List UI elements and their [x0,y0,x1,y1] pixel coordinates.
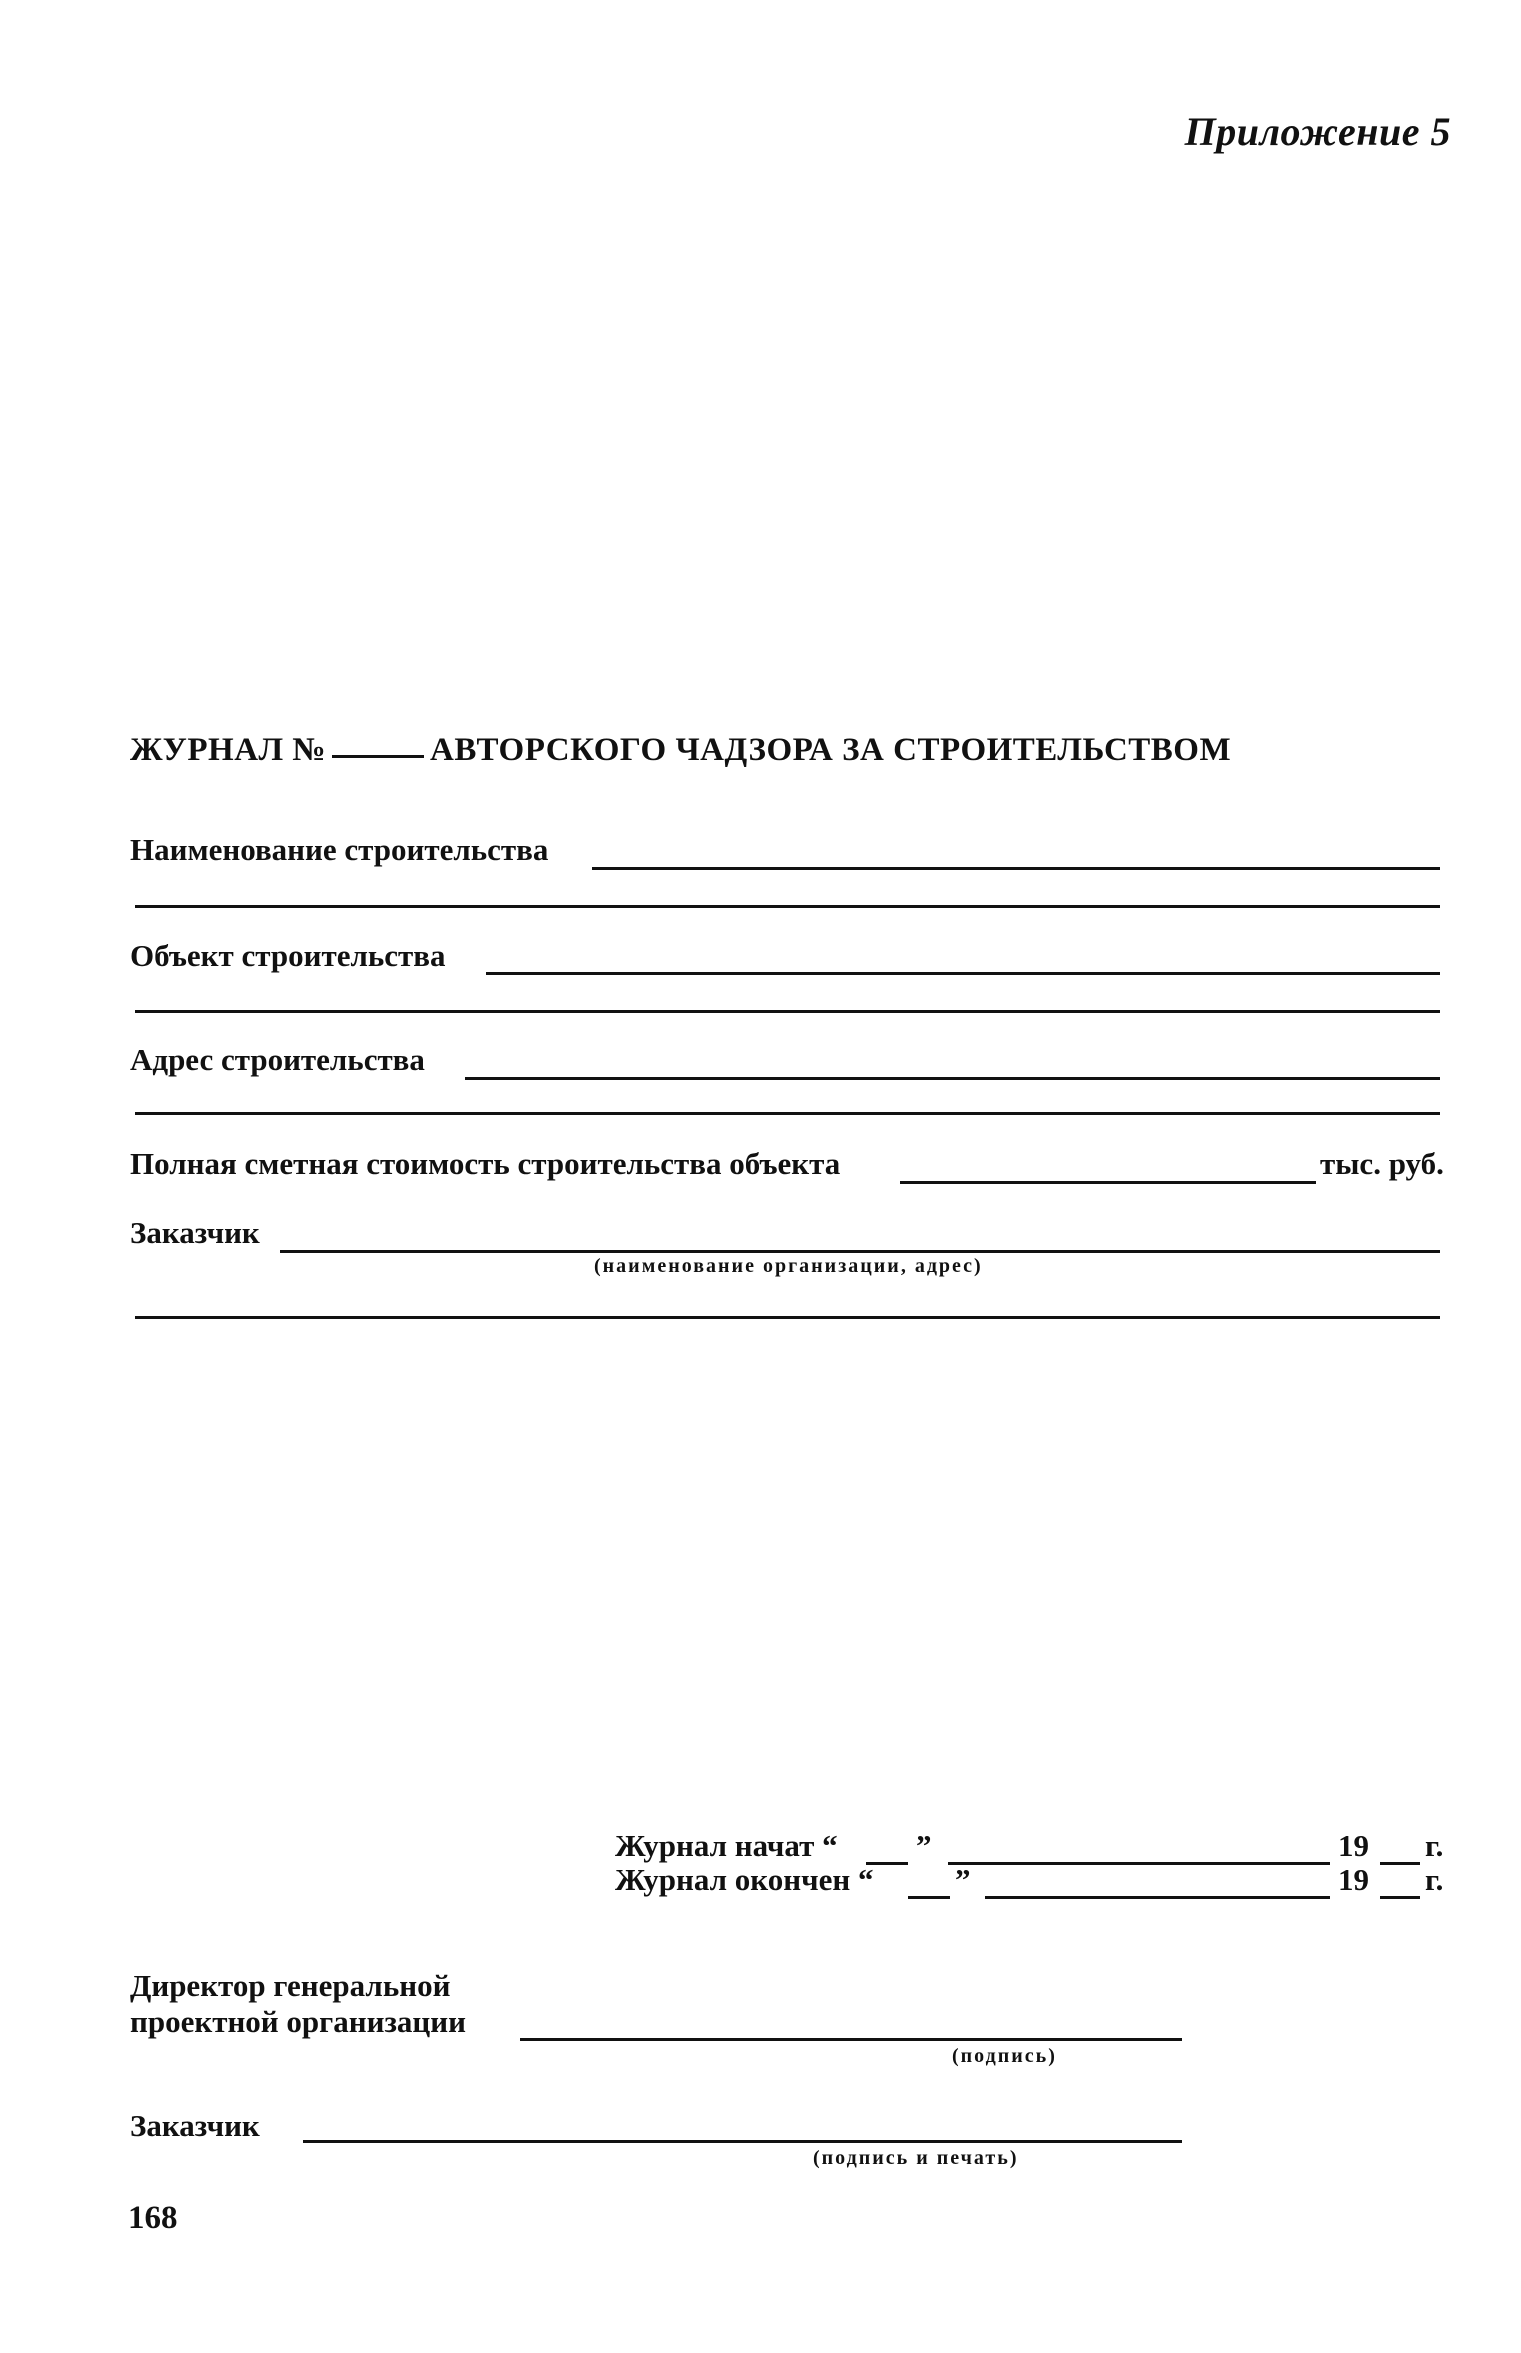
journal-title [130,732,1231,769]
customer-signature-label: Заказчик [130,2108,260,2143]
customer-line[interactable] [280,1250,1440,1253]
construction-object-line[interactable] [486,972,1440,975]
construction-name-line-2[interactable] [135,905,1440,908]
director-signature-hint: (подпись) [952,2045,1057,2067]
start-year-prefix: 19 [1338,1828,1369,1863]
director-signature-line[interactable] [520,2038,1182,2041]
construction-name-label: Наименование строительства [130,832,549,867]
page-number: 168 [128,2200,178,2236]
construction-object-line-2[interactable] [135,1010,1440,1013]
end-year-prefix: 19 [1338,1862,1369,1897]
title-suffix: АВТОРСКОГО ЧАДЗОРА ЗА СТРОИТЕЛЬСТВОМ [430,732,1232,768]
end-year-line[interactable] [1380,1896,1420,1899]
start-year-line[interactable] [1380,1862,1420,1865]
director-label-line1: Директор генеральной [130,1968,451,2003]
construction-address-label: Адрес строительства [130,1042,425,1077]
estimated-cost-label: Полная сметная стоимость строительства объекта [130,1146,841,1181]
journal-number-blank[interactable] [332,755,424,758]
end-day-line[interactable] [908,1896,950,1899]
customer-signature-hint: (подпись и печать) [813,2147,1019,2169]
construction-name-line[interactable] [592,867,1440,870]
title-prefix: ЖУРНАЛ № [130,732,327,768]
start-month-line[interactable] [948,1862,1330,1865]
end-month-line[interactable] [985,1896,1330,1899]
estimated-cost-line[interactable] [900,1181,1316,1184]
cost-unit-label: тыс. руб. [1320,1146,1444,1181]
customer-signature-line[interactable] [303,2140,1182,2143]
end-year-suffix: г. [1425,1862,1444,1897]
customer-label: Заказчик [130,1215,260,1250]
construction-address-line[interactable] [465,1077,1440,1080]
construction-object-label: Объект строительства [130,938,446,973]
director-label-line2: проектной организации [130,2004,467,2039]
journal-started-label: Журнал начат “ [615,1828,838,1863]
end-quote-close: ” [955,1862,971,1897]
start-quote-close: ” [916,1828,932,1863]
journal-ended-label: Журнал окончен “ [615,1862,874,1897]
start-year-suffix: г. [1425,1828,1444,1863]
customer-line-2[interactable] [135,1316,1440,1319]
customer-hint: (наименование организации, адрес) [594,1255,983,1277]
appendix-label: Приложение 5 [1184,109,1451,154]
construction-address-line-2[interactable] [135,1112,1440,1115]
